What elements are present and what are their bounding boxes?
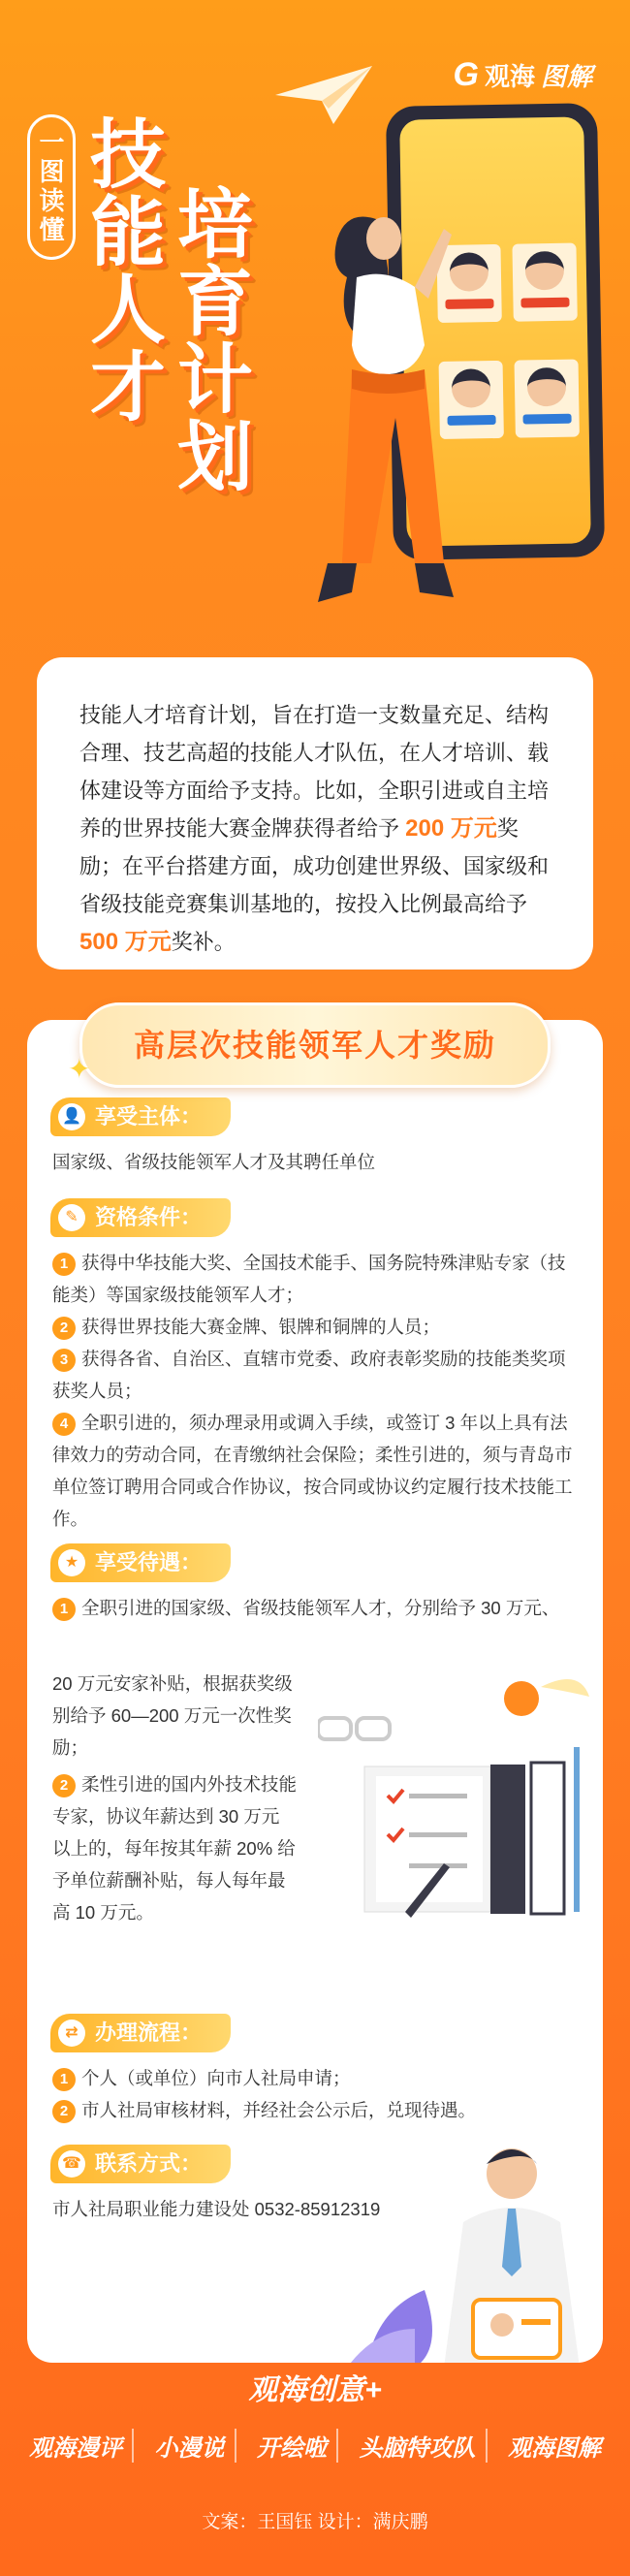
brand-column: 图解 (540, 62, 593, 91)
flow-icon: ⇄ (58, 2019, 85, 2047)
intro-highlight-1: 200 万元 (405, 815, 497, 842)
footer-logo: 小漫说 (145, 2429, 236, 2463)
section-label: 享受待遇： (95, 1550, 203, 1574)
section-label: 资格条件： (95, 1205, 203, 1229)
qualification-list (52, 1247, 578, 1535)
list-item: 3 获得各省、自治区、直辖市党委、政府表彰奖励的技能类奖项获奖人员； (52, 1349, 566, 1401)
section-label: 享受主体： (95, 1104, 203, 1129)
process-list (52, 2062, 578, 2126)
sparkle-icon: ✦ (68, 1054, 91, 1084)
section-banner (79, 1002, 551, 1088)
section-label: 办理流程： (95, 2020, 203, 2045)
treatment-item-1-first: 1 全职引进的国家级、省级技能领军人才，分别给予 30 万元、 (52, 1592, 578, 1624)
list-item: 2 市人社局审核材料，并经社会公示后，兑现待遇。 (52, 2094, 578, 2126)
credits: 文案：王国钰 设计：满庆鹏 (202, 2512, 428, 2532)
phone-icon: ☎ (58, 2150, 85, 2178)
section-tag-treatment (50, 1543, 231, 1582)
section-tag-contact (50, 2145, 231, 2183)
intro-text-1: 技能人才培育计划，旨在打造一支数量充足、结构合理、技艺高超的技能人才队伍，在人才培训、载体建设等方面给予支持。比如，全职引进或自主培养的世界技能大赛金牌获得者给予 (79, 703, 550, 841)
award-card (27, 1020, 603, 2363)
page-title-line2: 培育计划 (167, 184, 252, 494)
intro-highlight-2: 500 万元 (79, 929, 172, 955)
footer-logo: 头脑特攻队 (350, 2429, 488, 2463)
list-item: 4 全职引进的，须办理录用或调入手续，或签订 3 年以上具有法律效力的劳动合同，在青缴纳社会保险；柔性引进的，须与青岛市单位签订聘用合同或合作协议，按合同或协议约定履行技术技能工作。 (52, 1413, 573, 1529)
paper-plane-icon (275, 66, 372, 124)
footer-logo: 开绘啦 (247, 2429, 338, 2463)
avatar (512, 243, 577, 322)
footer-logo: 观海图解 (508, 2435, 601, 2462)
intro-text-2: 奖励；在平台搭建方面，成功创建世界级、国家级和省级技能竞赛集训基地的，按投入比例最高给予 (79, 816, 550, 916)
list-item: 1 个人（或单位）向市人社局申请； (52, 2062, 578, 2094)
intro-text-3: 奖补。 (171, 930, 236, 954)
treatment-item-2: 2 柔性引进的国内外技术技能专家，协议年薪达到 30 万元以上的，每年按其年薪 20% 给予单位薪酬补贴，每人每年最高 10 万元。 (52, 1774, 298, 1923)
brand-name: 观海 (484, 62, 535, 91)
subject-text: 国家级、省级技能领军人才及其聘任单位 (52, 1152, 376, 1172)
avatar (515, 360, 580, 438)
footer-logo-row (19, 2429, 611, 2463)
document-icon: ✎ (58, 1204, 85, 1231)
section-tag-qualification (50, 1198, 231, 1237)
brand-logo (454, 56, 593, 94)
list-item: 1 获得中华技能大奖、全国技术能手、国务院特殊津贴专家（技能类）等国家级技能领军人才； (52, 1253, 566, 1305)
document-illustration (318, 1679, 599, 1931)
section-tag-process (50, 2014, 231, 2052)
person-icon: 👤 (58, 1103, 85, 1130)
section-label: 联系方式： (95, 2151, 203, 2176)
list-item: 2 获得世界技能大赛金牌、银牌和铜牌的人员； (52, 1311, 578, 1343)
footer-main-logo: 观海创意+ (248, 2374, 382, 2406)
footer-logo: 观海漫评 (19, 2429, 134, 2463)
woman-illustration (308, 180, 454, 607)
section-title: 高层次技能领军人才奖励 (133, 1028, 496, 1063)
intro-card (37, 657, 593, 970)
read-tag: 一图读懂 (27, 114, 76, 260)
brand-mark-icon: G (453, 56, 479, 93)
gift-icon: ★ (58, 1549, 85, 1576)
treatment-item-1-rest: 20 万元安家补贴，根据获奖级别给予 60—200 万元一次性奖励； (52, 1673, 293, 1758)
businessman-illustration (347, 2135, 603, 2363)
section-tag-subject (50, 1097, 231, 1136)
page-title-line1: 技能人才 (79, 114, 165, 425)
contact-text: 市人社局职业能力建设处 0532-85912319 (52, 2199, 381, 2219)
